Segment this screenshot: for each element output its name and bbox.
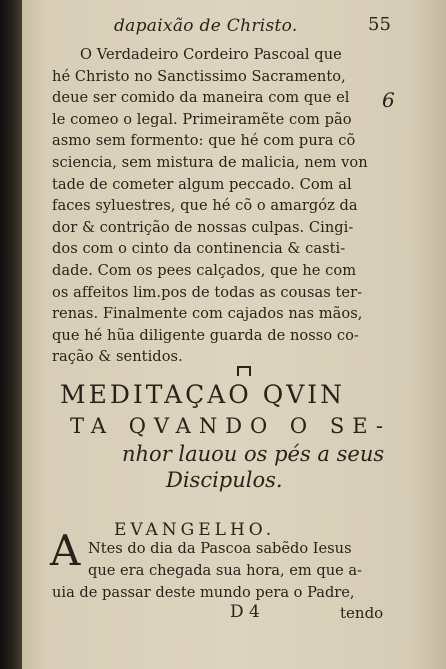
body-line: renas. Finalmente com cajados nas mãos,	[52, 305, 363, 323]
gospel-dropcap: A	[50, 526, 81, 575]
body-line: O Verdadeiro Cordeiro Pascoal que	[80, 46, 342, 63]
book-page	[22, 0, 446, 669]
body-line: ração & sentidos.	[52, 348, 183, 366]
body-line: hé Christo no Sanctissimo Sacramento,	[52, 67, 346, 85]
margin-note: 6	[382, 88, 395, 112]
running-title: dapaixão de Christo.	[114, 16, 298, 36]
body-line: dade. Com os pees calçados, que he com	[52, 262, 357, 279]
body-line: tade de cometer algum peccado. Com al	[52, 175, 352, 193]
meditation-heading-line-3: nhor lauou os pés a seus	[122, 442, 385, 466]
body-line: que hé hũa diligente guarda de nosso co-	[52, 326, 359, 344]
meditation-heading-line-2: TA QVANDO O SE-	[70, 414, 392, 438]
body-line: deue ser comido da maneira com que el	[52, 89, 350, 107]
section-ornament	[237, 366, 251, 376]
catchword: tendo	[340, 604, 384, 622]
book-spine-shadow	[0, 0, 22, 669]
meditation-heading-line-4: Discipulos.	[166, 468, 283, 492]
signature-mark: D 4	[230, 602, 260, 622]
body-line: dor & contrição de nossas culpas. Cingi-	[52, 218, 354, 236]
body-line: sciencia, sem mistura de malicia, nem von	[52, 154, 368, 171]
body-line: dos com o cinto da continencia & casti-	[52, 240, 346, 258]
meditation-heading-line-1: MEDITAÇAO QVIN	[60, 380, 346, 409]
gospel-line: Ntes do dia da Pascoa sabẽdo Iesus	[88, 540, 352, 557]
gospel-line: uia de passar deste mundo pera o Padre,	[52, 584, 355, 601]
body-line: faces syluestres, que hé cõ o amargóz da	[52, 197, 358, 215]
gospel-label: EVANGELHO.	[114, 520, 276, 540]
body-line: asmo sem formento: que hé com pura cõ	[52, 132, 356, 150]
page-number: 55	[368, 14, 391, 35]
body-line: le comeo o legal. Primeiramẽte com pão	[52, 110, 352, 128]
gospel-line: que era chegada sua hora, em que a-	[88, 562, 363, 579]
body-line: os affeitos lim.pos de todas as cousas ter-	[52, 283, 363, 301]
